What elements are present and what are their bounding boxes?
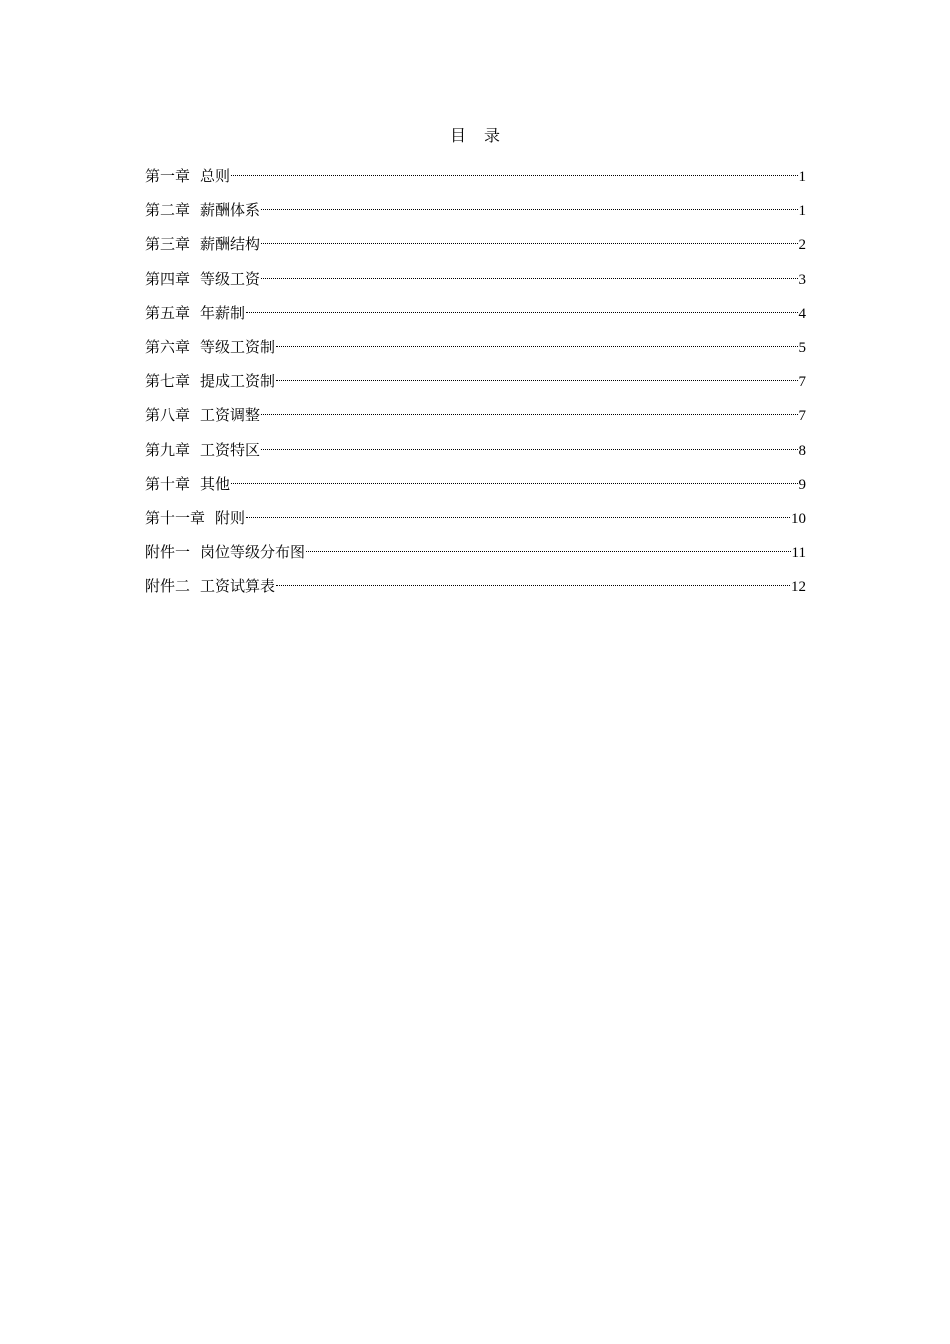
toc-entry[interactable] bbox=[145, 159, 806, 193]
toc-chapter-label: 第五章 bbox=[145, 303, 191, 322]
toc-list bbox=[145, 159, 806, 603]
toc-entry[interactable] bbox=[145, 569, 806, 603]
toc-entry[interactable] bbox=[145, 193, 806, 227]
toc-entry[interactable] bbox=[145, 433, 806, 467]
toc-dot-leader bbox=[306, 535, 791, 557]
toc-chapter-label: 附件一 bbox=[145, 543, 191, 562]
toc-chapter-label: 第十章 bbox=[145, 474, 191, 493]
toc-entry-name: 其他 bbox=[200, 474, 231, 493]
toc-dot-leader bbox=[261, 398, 797, 420]
toc-entry[interactable] bbox=[145, 467, 806, 501]
toc-page-number: 10 bbox=[791, 510, 806, 527]
toc-title-part1: 目 bbox=[449, 126, 466, 145]
toc-entry-name: 薪酬体系 bbox=[200, 201, 261, 220]
toc-title bbox=[0, 125, 950, 147]
toc-entry-name: 附则 bbox=[215, 508, 246, 527]
toc-chapter-label: 第一章 bbox=[145, 167, 191, 185]
toc-dot-leader bbox=[261, 227, 797, 249]
toc-page-number: 8 bbox=[798, 442, 806, 459]
toc-dot-leader bbox=[246, 296, 797, 318]
toc-entry-name: 提成工资制 bbox=[200, 372, 276, 391]
toc-dot-leader bbox=[231, 467, 797, 489]
toc-page-number: 7 bbox=[798, 408, 806, 425]
toc-entry[interactable] bbox=[145, 398, 806, 432]
toc-entry[interactable] bbox=[145, 330, 806, 364]
toc-dot-leader bbox=[261, 262, 797, 284]
toc-entry-name: 等级工资制 bbox=[200, 337, 276, 356]
toc-chapter-label: 第四章 bbox=[145, 269, 191, 288]
toc-entry-name: 年薪制 bbox=[200, 303, 246, 322]
toc-page-number: 11 bbox=[791, 545, 806, 562]
toc-entry-name: 工资调整 bbox=[200, 406, 261, 425]
toc-chapter-label: 第九章 bbox=[145, 440, 191, 459]
toc-dot-leader bbox=[231, 159, 797, 181]
toc-page-number: 5 bbox=[798, 339, 806, 356]
toc-dot-leader bbox=[261, 433, 797, 455]
toc-chapter-label: 第七章 bbox=[145, 372, 191, 391]
toc-page-number: 2 bbox=[798, 237, 806, 254]
toc-chapter-label: 第三章 bbox=[145, 235, 191, 254]
toc-entry[interactable] bbox=[145, 262, 806, 296]
toc-entry[interactable] bbox=[145, 535, 806, 569]
toc-dot-leader bbox=[276, 364, 797, 386]
toc-page-number: 4 bbox=[798, 305, 806, 322]
toc-entry-name: 工资特区 bbox=[200, 440, 261, 459]
toc-chapter-label: 附件二 bbox=[145, 577, 191, 596]
toc-entry-name: 总则 bbox=[200, 167, 231, 185]
toc-entry-name: 岗位等级分布图 bbox=[200, 543, 306, 562]
toc-chapter-label: 第二章 bbox=[145, 201, 191, 220]
toc-entry[interactable] bbox=[145, 227, 806, 261]
toc-dot-leader bbox=[276, 330, 797, 352]
toc-entry[interactable] bbox=[145, 364, 806, 398]
toc-entry[interactable] bbox=[145, 296, 806, 330]
toc-chapter-label: 第十一章 bbox=[145, 508, 206, 527]
toc-title-part2: 录 bbox=[484, 126, 501, 145]
toc-dot-leader bbox=[261, 193, 797, 215]
toc-dot-leader bbox=[276, 569, 790, 591]
toc-page-number: 1 bbox=[798, 203, 806, 220]
toc-page-number: 9 bbox=[798, 476, 806, 493]
toc-entry-name: 薪酬结构 bbox=[200, 235, 261, 254]
toc-page-number: 12 bbox=[791, 579, 806, 596]
toc-dot-leader bbox=[246, 501, 790, 523]
toc-chapter-label: 第八章 bbox=[145, 406, 191, 425]
toc-entry[interactable] bbox=[145, 501, 806, 535]
toc-page-number: 1 bbox=[798, 169, 806, 185]
toc-page-number: 7 bbox=[798, 374, 806, 391]
toc-entry-name: 等级工资 bbox=[200, 269, 261, 288]
toc-page-number: 3 bbox=[798, 271, 806, 288]
toc-entry-name: 工资试算表 bbox=[200, 577, 276, 596]
toc-chapter-label: 第六章 bbox=[145, 337, 191, 356]
